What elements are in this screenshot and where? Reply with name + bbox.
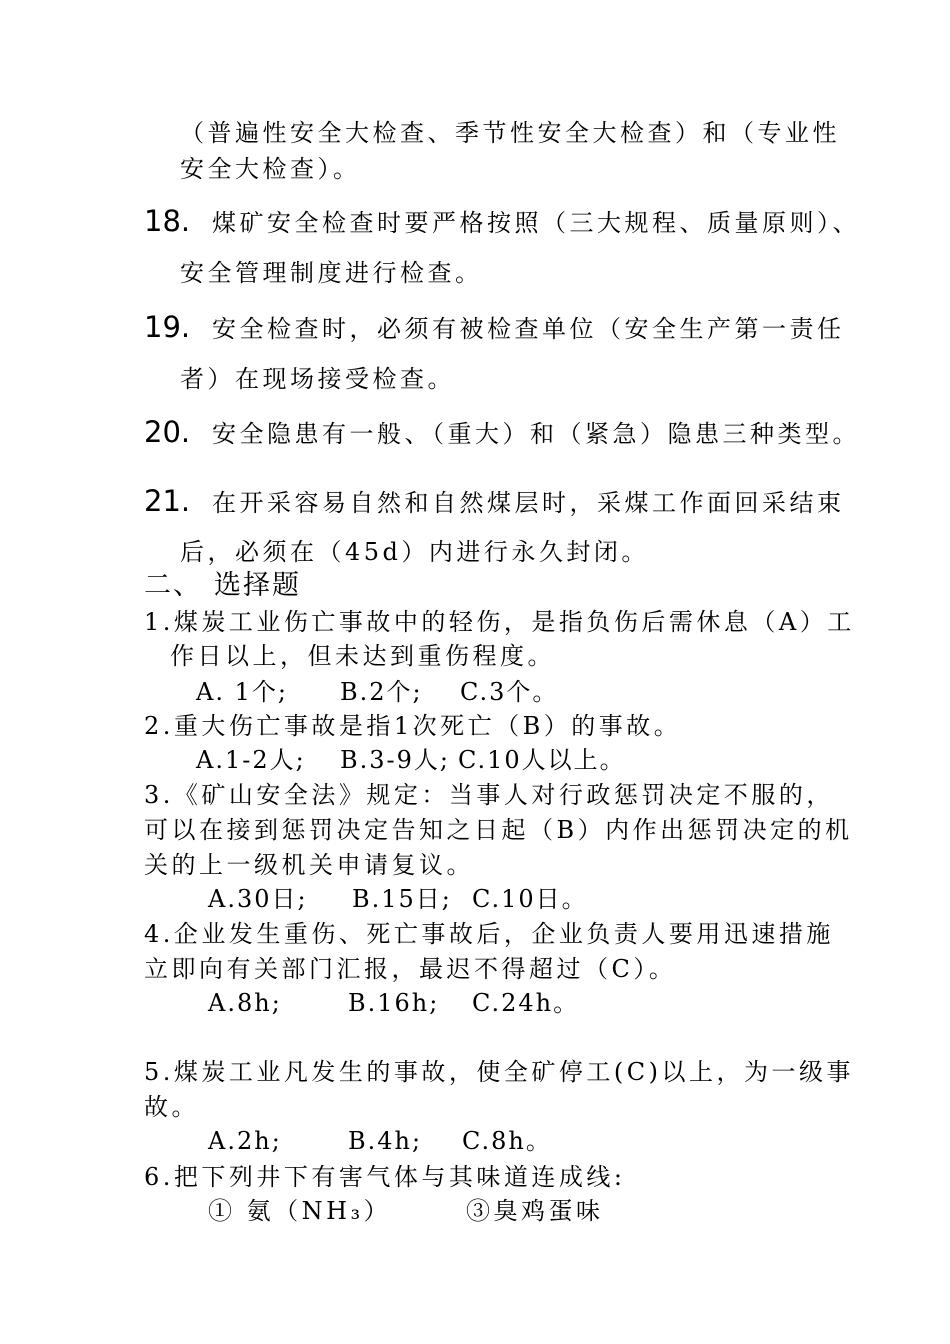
q5-option-b: B.4h; (348, 1127, 423, 1155)
q6-line1: 6.把下列井下有害气体与其味道连成线: (144, 1163, 626, 1191)
q2-option-b: B.3-9人; (340, 746, 450, 774)
item17-line1: （普遍性安全大检查、季节性安全大检查）和（专业性 (180, 119, 840, 147)
item21-number: 21. (144, 484, 191, 518)
item19-line2: 者）在现场接受检查。 (180, 365, 455, 393)
item21-line1: 在开采容易自然和自然煤层时，采煤工作面回采结束 (212, 489, 845, 517)
q5-option-a: A.2h; (208, 1127, 282, 1155)
q3-line2: 可以在接到惩罚决定告知之日起（B）内作出惩罚决定的机 (144, 816, 853, 844)
q6-pair-gas: ① 氨（NH₃） (208, 1197, 392, 1225)
item19-number: 19. (144, 310, 191, 344)
q6-pair-smell: ③臭鸡蛋味 (466, 1197, 604, 1225)
q2-option-a: A.1-2人; (196, 746, 306, 774)
q2-line1: 2.重大伤亡事故是指1次死亡（B）的事故。 (144, 712, 682, 740)
q3-line3: 关的上一级机关申请复议。 (144, 851, 474, 879)
item18-number: 18. (144, 204, 191, 238)
q1-option-c: C.3个。 (460, 678, 559, 706)
q5-option-c: C.8h。 (462, 1127, 552, 1155)
q4-option-a: A.8h; (208, 989, 282, 1017)
q2-option-c: C.10人以上。 (458, 746, 626, 774)
q4-line1: 4.企业发生重伤、死亡事故后，企业负责人要用迅速措施 (144, 920, 834, 948)
q5-line2: 故。 (144, 1093, 199, 1121)
q1-option-a: A. 1个; (196, 678, 288, 706)
q5-line1: 5.煤炭工业凡发生的事故，使全矿停工(C)以上，为一级事 (144, 1058, 854, 1086)
item19-line1: 安全检查时，必须有被检查单位（安全生产第一责任 (212, 315, 845, 343)
item20-line1: 安全隐患有一般、（重大）和（紧急）隐患三种类型。 (212, 420, 860, 448)
q1-line1: 1.煤炭工业伤亡事故中的轻伤，是指负伤后需休息（A）工 (144, 608, 855, 636)
item21-line2: 后，必须在（45d）内进行永久封闭。 (180, 538, 649, 566)
q3-option-c: C.10日。 (472, 885, 588, 913)
item17-line2: 安全大检查）。 (180, 155, 361, 183)
q3-option-b: B.15日; (352, 885, 452, 913)
q1-option-b: B.2个; (340, 678, 423, 706)
q4-option-c: C.24h。 (472, 989, 580, 1017)
section-number: 二、 (144, 570, 202, 601)
item18-line2: 安全管理制度进行检查。 (180, 259, 483, 287)
q4-option-b: B.16h; (348, 989, 440, 1017)
q3-line1: 3.《矿山安全法》规定：当事人对行政惩罚决定不服的， (144, 781, 834, 809)
q1-line2: 作日以上，但未达到重伤程度。 (170, 642, 555, 670)
item20-number: 20. (144, 415, 191, 449)
section-title: 选择题 (214, 570, 301, 601)
item18-line1: 煤矿安全检查时要严格按照（三大规程、质量原则）、 (212, 209, 860, 237)
q4-line2: 立即向有关部门汇报，最迟不得超过（C）。 (144, 955, 677, 983)
q3-option-a: A.30日; (208, 885, 308, 913)
